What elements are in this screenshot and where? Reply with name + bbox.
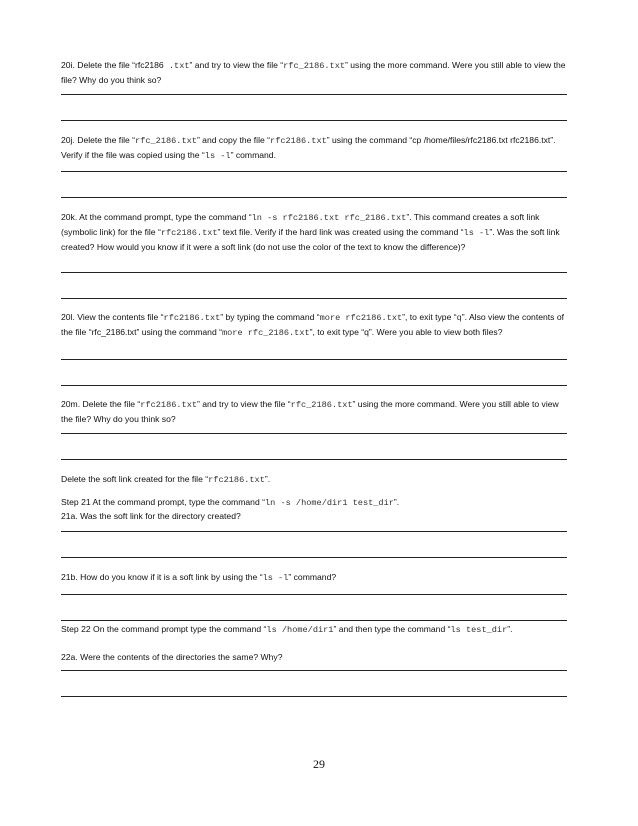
q20k-text-a: 20k. At the command prompt, type the command “ [61,212,252,222]
answer-line [61,94,567,95]
answer-line [61,120,567,121]
step-21 [61,495,567,510]
del-soft-text-a: Delete the soft link created for the file “ [61,474,209,484]
q20l-code-4: more rfc_2186.txt [221,328,310,338]
q20j-text-b: ” and copy the file “ [196,135,271,145]
question-22a: 22a. Were the contents of the directories the same? Why? [61,652,283,662]
question-20i [61,58,567,87]
step22-code-2: ls test_dir [450,625,508,635]
step21-text-a: Step 21 At the command prompt, type the command “ [61,497,265,507]
q20j-text-d: ” command. [230,150,276,160]
question-20m [61,397,567,426]
question-20l [61,310,567,340]
answer-line [61,197,567,198]
answer-line [61,359,567,360]
q20l-text-d: ”. Also view the contents of the file “rfc_2186.txt” using the command “ [61,312,565,337]
q20j-code-1: rfc_2186.txt [135,136,197,146]
answer-line [61,696,567,697]
q20l-text-a: 20l. View the contents file “ [61,312,164,322]
q20k-code-2: rfc2186.txt [160,228,218,238]
q20i-text-a: 20i. Delete the file “rfc2186 [61,60,164,70]
q20i-code-1: .txt [163,61,190,71]
q20k-text-b: ”. This command creates a soft link (symbolic link) for the file “ [61,212,540,237]
answer-line [61,459,567,460]
question-20j [61,133,567,163]
step22-text-a: Step 22 On the command prompt type the command “ [61,624,267,634]
del-soft-code-1: rfc2186.txt [208,475,265,485]
answer-line [61,531,567,532]
delete-soft-link-instruction [61,472,567,487]
del-soft-text-b: ”. [264,474,271,484]
q20m-code-1: rfc2186.txt [140,400,198,410]
q20j-text-c: ” using the command “cp /home/files/rfc2186.txt rfc2186.txt”. Verify if the file was copied using the “ [61,135,556,160]
step22-text-b: ” and then type the command “ [333,624,451,634]
step21-code-1: ln -s /home/dir1 test_dir [264,498,394,508]
q20k-code-3: ls -l [463,228,490,238]
q20k-code-1: ln -s rfc2186.txt rfc_2186.txt [251,213,407,223]
q20l-code-2: more rfc2186.txt [319,313,403,323]
q20m-text-c: ” using the more command. Were you still able to view the file? Why do you think so? [61,399,559,424]
q20j-code-3: ls -l [204,151,231,161]
answer-line [61,171,567,172]
q21b-text-a: 21b. How do you know if it is a soft link by using the “ [61,572,263,582]
question-20k [61,210,567,254]
q20l-code-1: rfc2186.txt [163,313,221,323]
q20m-text-a: 20m. Delete the file “ [61,399,141,409]
q20j-text-a: 20j. Delete the file “ [61,135,136,145]
q20k-text-d: ”. Was the soft link created? How would you know if it were a soft link (do not use the color of the text to know the difference)? [61,227,560,252]
answer-line [61,433,567,434]
step21-text-b: ”. [393,497,400,507]
page-number: 29 [313,757,325,771]
q20i-text-c: ” using the more command. Were you still able to view the file? Why do you think so? [61,60,566,85]
q20l-text-c: ”, to exit type “ [402,312,457,322]
q20m-code-2: rfc_2186.txt [290,400,353,410]
question-21a: 21a. Was the soft link for the directory created? [61,511,241,521]
answer-line [61,272,567,273]
q20j-code-2: rfc2186.txt [270,136,327,146]
q20l-text-e: ”, to exit type “q”. Were you able to view both files? [309,327,503,337]
answer-line [61,385,567,386]
q21b-code-1: ls -l [262,573,289,583]
step-22 [61,622,567,637]
answer-line [61,670,567,671]
step22-text-c: ”. [507,624,513,634]
q20m-text-b: ” and try to view the file “ [197,399,291,409]
q20l-code-3: q [456,313,462,323]
question-21b [61,570,567,585]
q20i-code-2: rfc_2186.txt [283,61,346,71]
q20i-text-b: ” and try to view the file “ [189,60,284,70]
answer-line [61,557,567,558]
q21b-text-b: ” command? [288,572,337,582]
step22-code-1: ls /home/dir1 [266,625,334,635]
answer-line [61,620,567,621]
answer-line [61,594,567,595]
q20k-text-c: ” text file. Verify if the hard link was created using the command “ [217,227,464,237]
answer-line [61,298,567,299]
q20l-text-b: ” by typing the command “ [220,312,320,322]
